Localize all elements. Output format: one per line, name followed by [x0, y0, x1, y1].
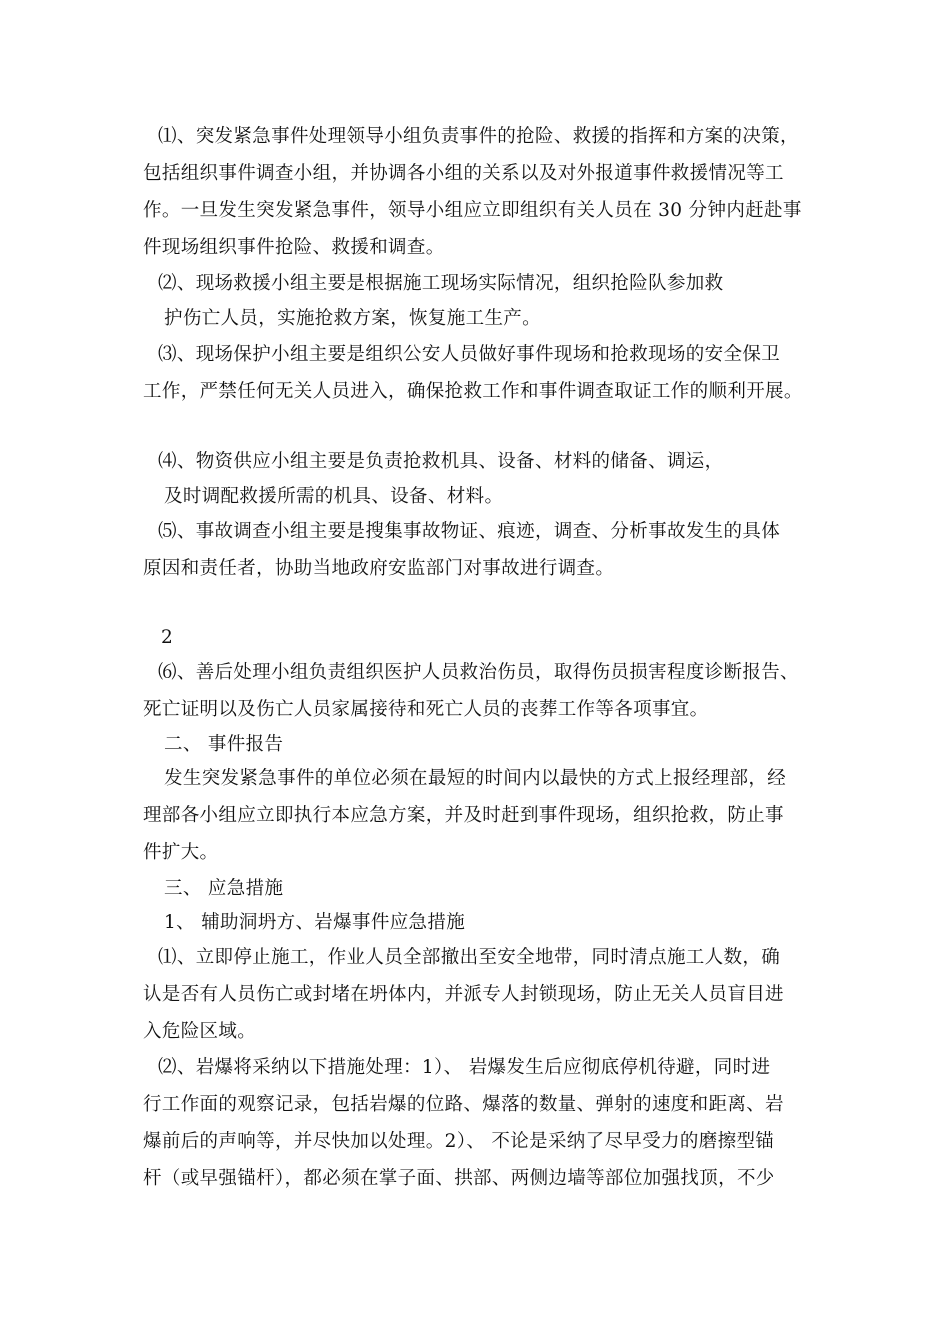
paragraph-line: ⑹、善后处理小组负责组织医护人员救治伤员，取得伤员损害程度诊断报告、 [158, 662, 799, 683]
paragraph-line: ⑴、突发紧急事件处理领导小组负责事件的抢险、救援的指挥和方案的决策， [158, 126, 799, 147]
paragraph-line: 认是否有人员伤亡或封堵在坍体内，并派专人封锁现场，防止无关人员盲目进 [143, 984, 784, 1005]
paragraph-line: 工作，严禁任何无关人员进入，确保抢救工作和事件调查取证工作的顺利开展。 [143, 381, 803, 402]
paragraph-line: 发生突发紧急事件的单位必须在最短的时间内以最快的方式上报经理部，经 [164, 768, 787, 789]
paragraph-line: ⑵、现场救援小组主要是根据施工现场实际情况，组织抢险队参加救 [158, 273, 724, 294]
paragraph-line: 死亡证明以及伤亡人员家属接待和死亡人员的丧葬工作等各项事宜。 [143, 699, 709, 720]
paragraph-line: 爆前后的声响等，并尽快加以处理。2）、 不论是采纳了尽早受力的磨擦型锚 [143, 1131, 775, 1152]
subsection-heading: 1、 辅助洞坍方、岩爆事件应急措施 [164, 912, 466, 933]
paragraph-line: ⑶、现场保护小组主要是组织公安人员做好事件现场和抢救现场的安全保卫 [158, 344, 781, 365]
paragraph-line: 入危险区域。 [143, 1021, 257, 1042]
paragraph-line: 及时调配救援所需的机具、设备、材料。 [164, 486, 504, 507]
page-number: 2 [161, 627, 174, 648]
paragraph-line: 护伤亡人员，实施抢救方案，恢复施工生产。 [164, 308, 542, 329]
paragraph-line: 杆（或早强锚杆），都必须在掌子面、拱部、两侧边墙等部位加强找顶，不少 [143, 1168, 775, 1189]
paragraph-line: ⑸、事故调查小组主要是搜集事故物证、痕迹，调查、分析事故发生的具体 [158, 521, 781, 542]
paragraph-line: 行工作面的观察记录，包括岩爆的位路、爆落的数量、弹射的速度和距离、岩 [143, 1094, 784, 1115]
paragraph-line: ⑵、岩爆将采纳以下措施处理：1）、 岩爆发生后应彻底停机待避，同时进 [158, 1057, 771, 1078]
paragraph-line: 件扩大。 [143, 842, 219, 863]
paragraph-line: 作。一旦发生突发紧急事件，领导小组应立即组织有关人员在 30 分钟内赶赴事 [143, 200, 802, 221]
paragraph-line: ⑷、物资供应小组主要是负责抢救机具、设备、材料的储备、调运， [158, 451, 724, 472]
paragraph-line: ⑴、立即停止施工，作业人员全部撤出至安全地带，同时清点施工人数，确 [158, 947, 781, 968]
paragraph-line: 包括组织事件调查小组，并协调各小组的关系以及对外报道事件救援情况等工 [143, 163, 784, 184]
paragraph-line: 件现场组织事件抢险、救援和调查。 [143, 237, 445, 258]
paragraph-line: 原因和责任者，协助当地政府安监部门对事故进行调查。 [143, 558, 615, 579]
paragraph-line: 理部各小组应立即执行本应急方案，并及时赶到事件现场，组织抢救，防止事 [143, 805, 784, 826]
section-heading: 二、 事件报告 [164, 734, 284, 755]
section-heading: 三、 应急措施 [164, 878, 284, 899]
